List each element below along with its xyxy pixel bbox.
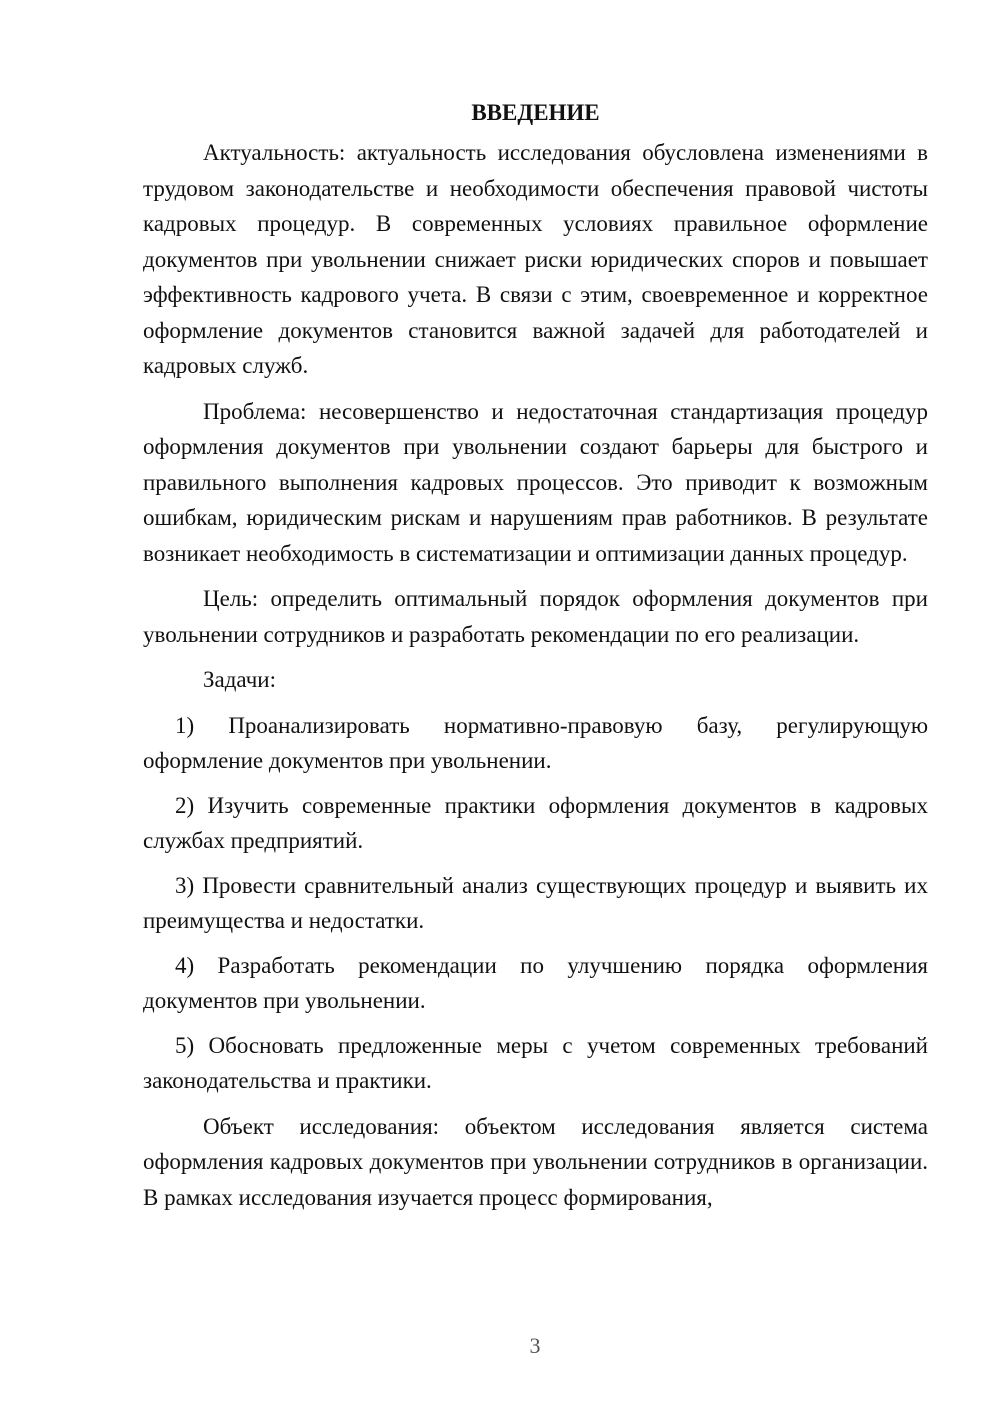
task-item: 3) Провести сравнительный анализ существующих процедур и выявить их преимущества и недостатки. (143, 872, 928, 933)
problem-paragraph: Проблема: несовершенство и недостаточная стандартизация процедур оформления документов при увольнении создают барьеры для быстрого и правильного выполнения кадровых процессов. Это приводит к возможным ошибкам, юридическим рискам и нарушениям прав работников. В результате возникает необходимость в систематизации и оптимизации данных процедур. (143, 398, 928, 566)
document-page (143, 95, 928, 1215)
tasks-list (143, 708, 928, 1099)
tasks-label: Задачи: (203, 667, 276, 692)
object-paragraph: Объект исследования: объектом исследования является система оформления кадровых документов при увольнении сотрудников в организации. В рамках исследования изучается процесс формирования, (143, 1113, 928, 1210)
section-heading: ВВЕДЕНИЕ (471, 100, 600, 125)
relevance-paragraph: Актуальность: актуальность исследования обусловлена изменениями в трудовом законодательстве и необходимости обеспечения правовой чистоты кадровых процедур. В современных условиях правильное оформление документов при увольнении снижает риски юридических споров и повышает эффективность кадрового учета. В связи с этим, своевременное и корректное оформление документов становится важной задачей для работодателей и кадровых служб. (143, 140, 928, 378)
page-number: 3 (529, 1333, 541, 1358)
task-item: 1) Проанализировать нормативно-правовую базу, регулирующую оформление документов при увольнении. (143, 712, 928, 773)
task-item: 4) Разработать рекомендации по улучшению порядка оформления документов при увольнении. (143, 952, 928, 1013)
goal-paragraph: Цель: определить оптимальный порядок оформления документов при увольнении сотрудников и разработать рекомендации по его реализации. (143, 586, 928, 647)
task-item: 2) Изучить современные практики оформления документов в кадровых службах предприятий. (143, 792, 928, 853)
task-item: 5) Обосновать предложенные меры с учетом современных требований законодательства и практики. (143, 1032, 928, 1093)
